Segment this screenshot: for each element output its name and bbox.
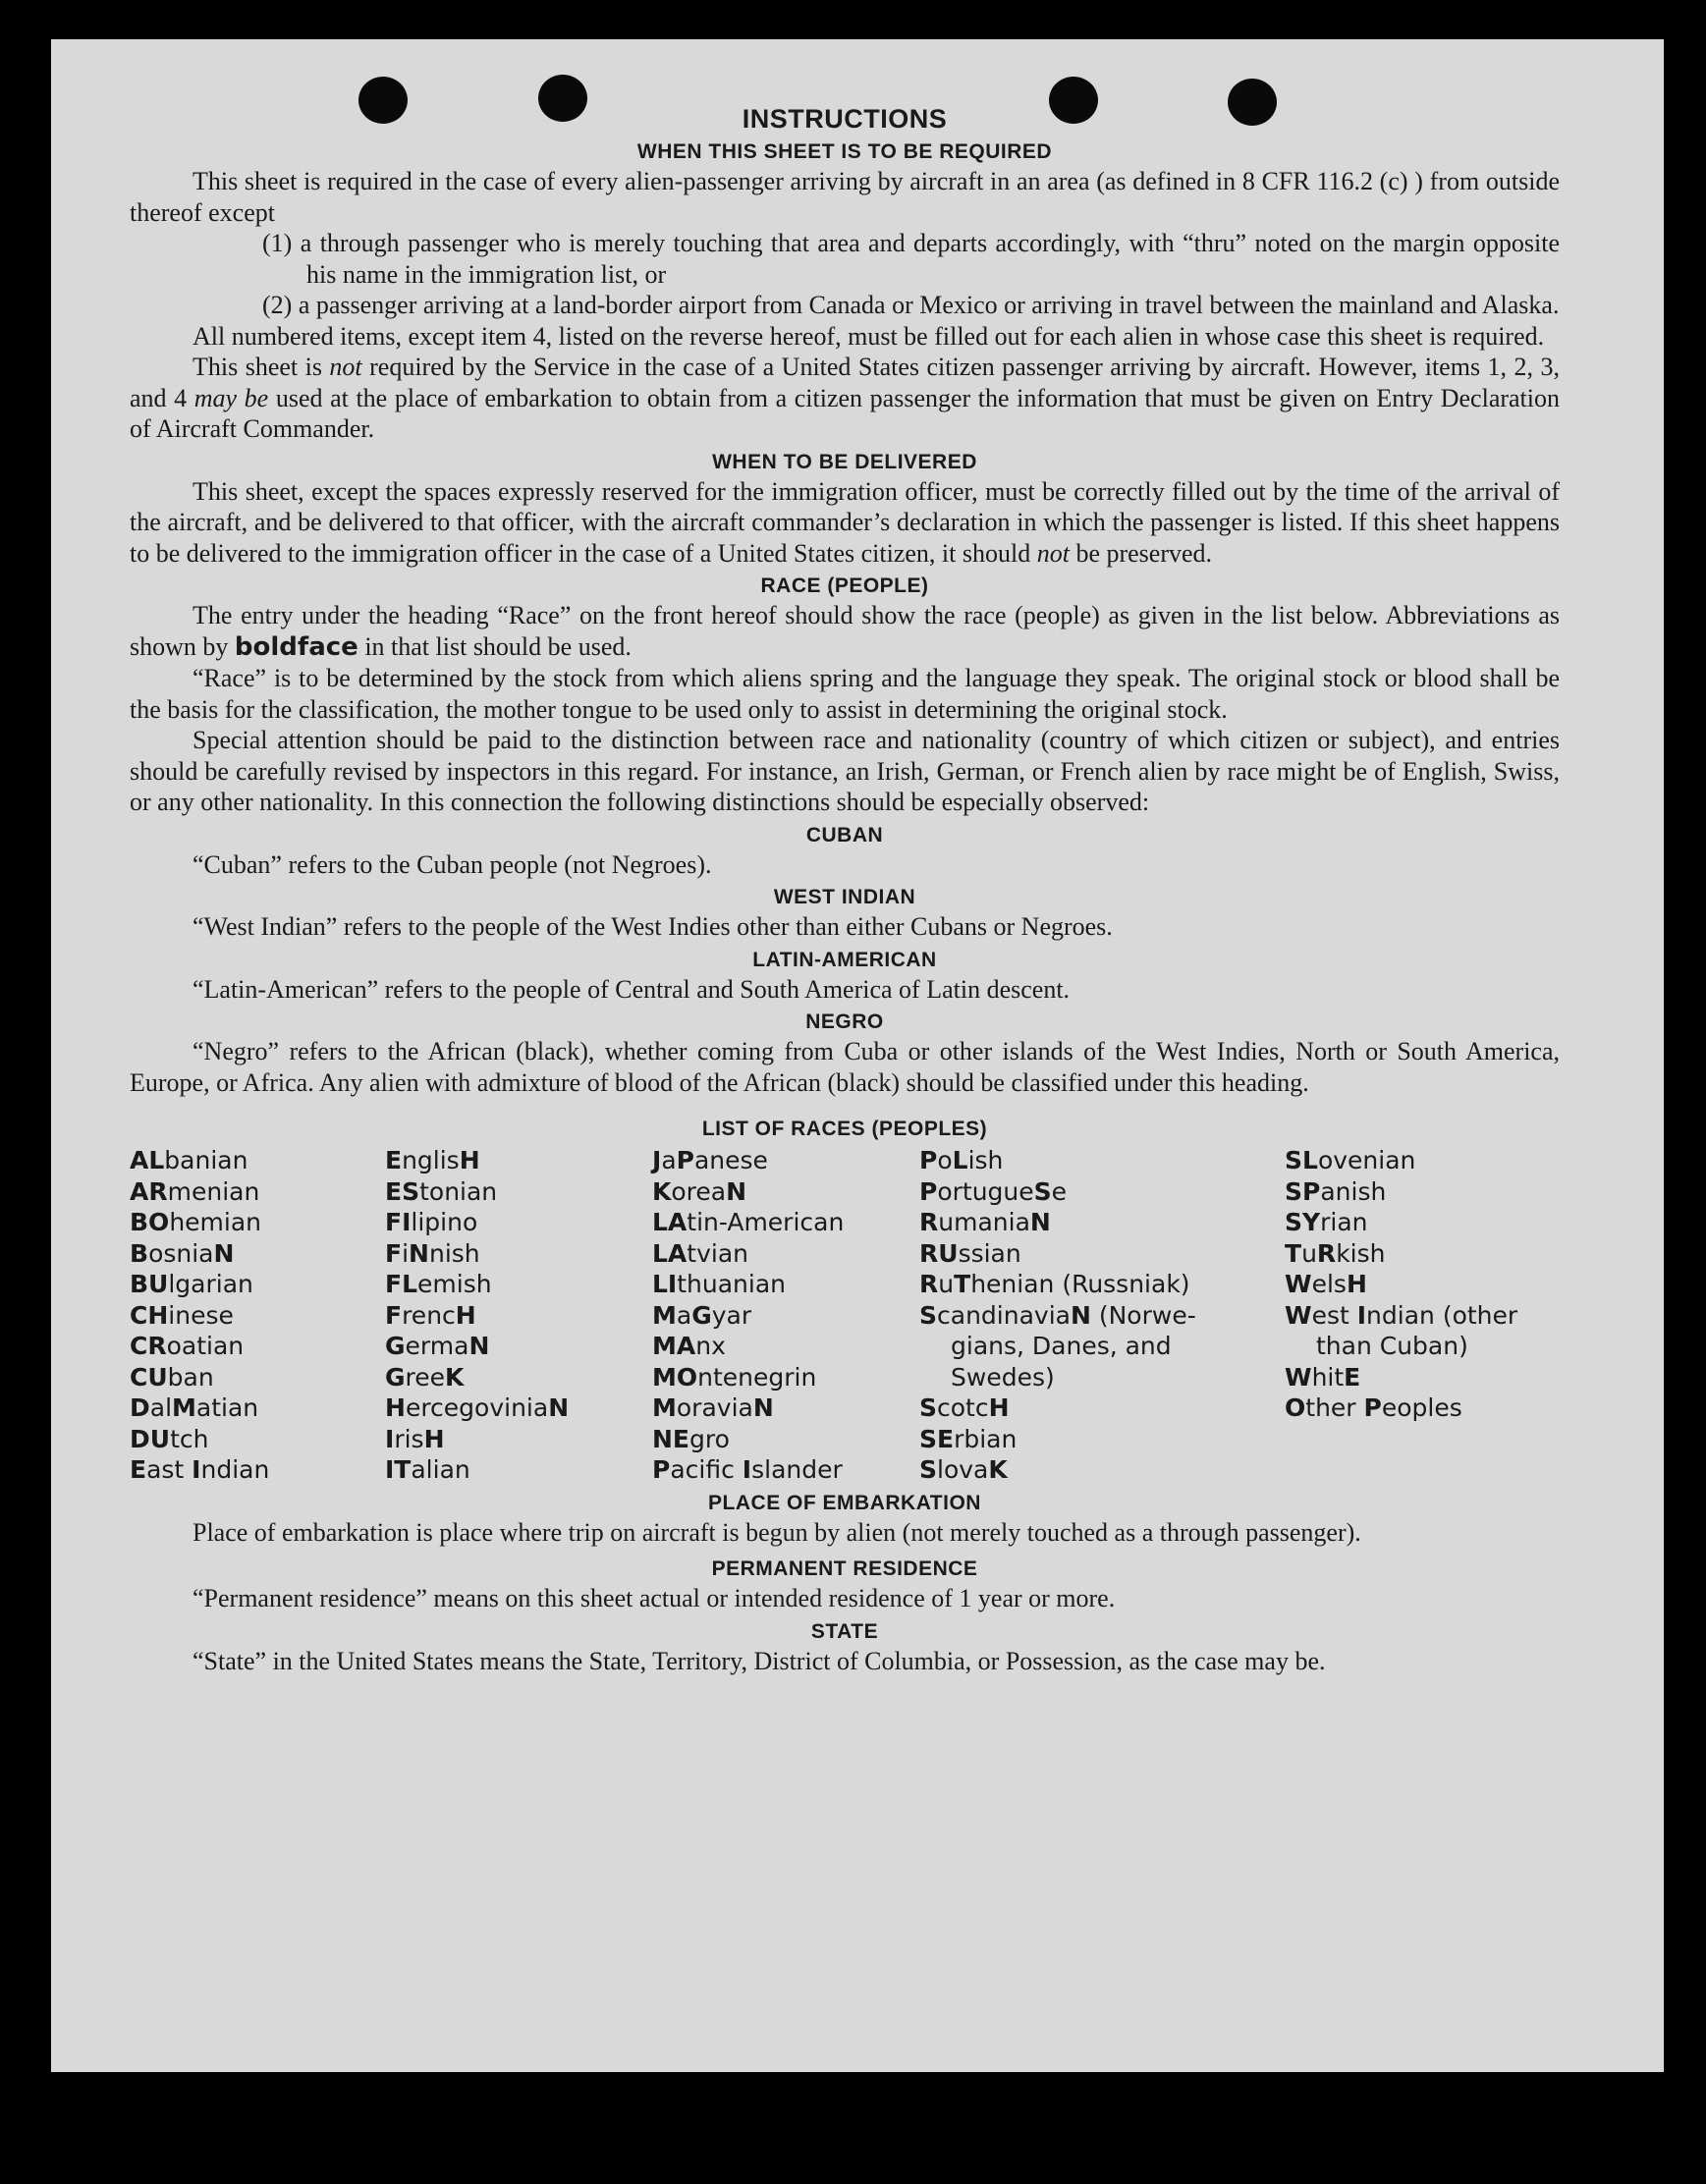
race-entry: FLemish [385, 1270, 492, 1298]
race-entry: MAnx [652, 1332, 726, 1360]
race-entry: KoreaN [652, 1176, 747, 1206]
section-heading-race: RACE (PEOPLE) [760, 574, 929, 597]
race-entry: MaGyar [652, 1300, 752, 1330]
section-heading-west-indian: WEST INDIAN [773, 886, 916, 908]
race-paragraph-3: Special attention should be paid to the distinction between race and nationality (country of which citizen or subject), and entries should be carefully revised by inspectors in this regard. For instance, an Irish, German, or French alien by race might be of English, Swiss, or any other nationality. In this connection the following distinctions should be especially observed: [130, 726, 1560, 816]
race-entry: ALbanian [130, 1146, 248, 1174]
residence-text: “Permanent residence” means on this sheet actual or intended residence of 1 year or more. [193, 1584, 1116, 1612]
race-entry: BOhemian [130, 1208, 262, 1236]
race-entry: DUtch [130, 1424, 209, 1453]
race-entry: MOntenegrin [652, 1362, 817, 1392]
race-entry: FiNnish [385, 1238, 480, 1268]
negro-text: “Negro” refers to the African (black), whether coming from Cuba or other islands of the West Indies, North or South America, Europe, or Africa. Any alien with admixture of blood of the African (black) should be classified under this heading. [130, 1037, 1560, 1097]
race-entry: CUban [130, 1362, 214, 1392]
citizen-paragraph: This sheet is not required by the Service in the case of a United States citizen passenger arriving by aircraft. However, items 1, 2, 3, and 4 may be used at the place of embarkation to obtain from a citizen passenger the information that must be given on Entry Declaration of Aircraft Commander. [130, 353, 1560, 443]
race-entry: gians, Danes, and [951, 1332, 1172, 1360]
races-column [919, 1145, 1285, 1486]
race-entry: West Indian (other [1285, 1300, 1518, 1330]
west-indian-text: “West Indian” refers to the people of the West Indies other than either Cubans or Negroes. [193, 912, 1113, 941]
section-heading-residence: PERMANENT RESIDENCE [711, 1557, 978, 1580]
race-entry: WelsH [1285, 1270, 1367, 1298]
section-heading-cuban: CUBAN [805, 823, 884, 846]
race-entry: CHinese [130, 1300, 234, 1330]
race-entry: FrencH [385, 1300, 476, 1330]
race-entry: RuThenian (Russniak) [919, 1270, 1190, 1298]
race-entry: SYrian [1285, 1208, 1368, 1236]
race-entry: RUssian [919, 1238, 1021, 1268]
section-heading-delivered: WHEN TO BE DELIVERED [712, 450, 977, 473]
race-entry: EStonian [385, 1176, 498, 1206]
embarkation-text: Place of embarkation is place where trip on aircraft is begun by alien (not merely touched as a through passenger). [193, 1517, 1361, 1547]
race-entry: East Indian [130, 1455, 270, 1484]
race-entry: PoLish [919, 1146, 1004, 1174]
race-entry: BUlgarian [130, 1270, 253, 1298]
race-entry: SlovaK [919, 1455, 1008, 1484]
races-column [1285, 1145, 1560, 1486]
instruction-sheet [51, 39, 1664, 2072]
races-column [130, 1145, 385, 1486]
race-entry: BosniaN [130, 1238, 235, 1268]
race-entry: ITalian [385, 1455, 470, 1484]
race-paragraph-1: The entry under the heading “Race” on the front hereof should show the race (people) as given in the list below. Abbreviations as shown by boldface in that list should be used. [130, 601, 1560, 662]
race-entry: JaPanese [652, 1146, 768, 1174]
race-entry: Pacific Islander [652, 1455, 843, 1484]
instructions-content [130, 104, 1560, 1676]
race-entry: GreeK [385, 1362, 465, 1392]
section-heading-state: STATE [810, 1619, 879, 1643]
races-column [652, 1145, 919, 1486]
exception-1: (1) a through passenger who is merely touching that area and departs accordingly, with “thru” noted on the margin opposite his name in the immigration list, or [262, 229, 1560, 289]
race-entry: SLovenian [1285, 1146, 1416, 1174]
race-paragraph-2: “Race” is to be determined by the stock from which aliens spring and the language they speak. The original stock or blood shall be the basis for the classification, the mother tongue to be used only to assist in determining the original stock. [130, 664, 1560, 724]
state-text: “State” in the United States means the State, Territory, District of Columbia, or Possession, as the case may be. [193, 1646, 1326, 1675]
race-entry: Other Peoples [1285, 1393, 1462, 1422]
race-entry: ARmenian [130, 1176, 260, 1206]
race-entry: NEgro [652, 1424, 730, 1453]
race-entry: than Cuban) [1316, 1332, 1468, 1360]
section-heading-required: WHEN THIS SHEET IS TO BE REQUIRED [636, 140, 1053, 163]
section-heading-races-list: LIST OF RACES (PEOPLES) [701, 1118, 988, 1140]
exception-2: (2) a passenger arriving at a land-border airport from Canada or Mexico or arriving in travel between the mainland and Alaska. [262, 291, 1560, 319]
race-entry: HercegoviniaN [385, 1393, 570, 1422]
races-column [385, 1145, 652, 1486]
page-title: INSTRUCTIONS [742, 104, 948, 134]
race-entry: GermaN [385, 1332, 490, 1360]
items-paragraph: All numbered items, except item 4, listed on the reverse hereof, must be filled out for each alien in whose case this sheet is required. [193, 321, 1545, 351]
race-entry: SErbian [919, 1424, 1018, 1453]
race-entry: SPanish [1285, 1176, 1387, 1206]
race-entry: RumaniaN [919, 1208, 1051, 1236]
required-intro: This sheet is required in the case of every alien-passenger arriving by aircraft in an area (as defined in 8 CFR 116.2 (c) ) from outside thereof except [130, 167, 1560, 227]
section-heading-negro: NEGRO [805, 1010, 884, 1033]
race-entry: IrisH [385, 1424, 445, 1453]
race-entry: CRoatian [130, 1332, 245, 1360]
cuban-text: “Cuban” refers to the Cuban people (not Negroes). [193, 849, 712, 879]
race-entry: PortugueSe [919, 1176, 1068, 1206]
race-entry: TuRkish [1285, 1238, 1386, 1268]
race-entry: FIlipino [385, 1208, 478, 1236]
race-entry: DalMatian [130, 1393, 259, 1422]
delivered-paragraph: This sheet, except the spaces expressly reserved for the immigration officer, must be correctly filled out by the time of the arrival of the aircraft, and be delivered to that officer, with the aircraft commander’s declaration in which the passenger is listed. If this sheet happens to be delivered to the immigration officer in the case of a United States citizen, it should not be preserved. [130, 476, 1560, 568]
race-entry: ScotcH [919, 1393, 1010, 1422]
race-entry: ScandinaviaN (Norwe- [919, 1300, 1196, 1330]
race-entry: WhitE [1285, 1362, 1361, 1392]
race-entry: EnglisH [385, 1146, 480, 1174]
section-heading-latin-american: LATIN-AMERICAN [752, 948, 937, 971]
race-entry: MoraviaN [652, 1393, 774, 1422]
races-list [130, 1145, 1560, 1486]
race-entry: LAtin-American [652, 1208, 845, 1236]
latin-american-text: “Latin-American” refers to the people of Central and South America of Latin descent. [193, 974, 1071, 1004]
section-heading-embarkation: PLACE OF EMBARKATION [708, 1491, 981, 1514]
race-entry: Swedes) [951, 1362, 1055, 1392]
race-entry: LIthuanian [652, 1270, 787, 1298]
race-entry: LAtvian [652, 1238, 748, 1268]
